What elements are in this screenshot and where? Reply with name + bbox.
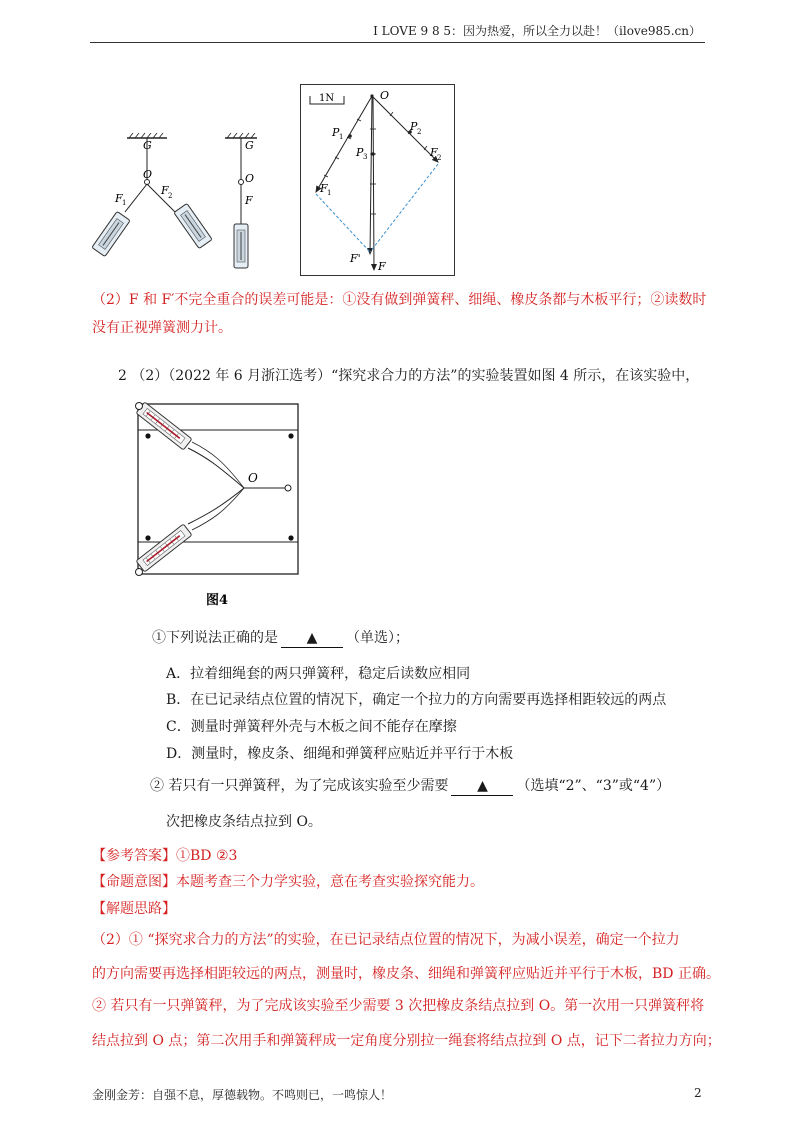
label-f2-diagram: F: [430, 146, 438, 159]
page-footer: 金刚金芳：自强不息，厚德载物。不鸣则已，一鸣惊人！: [92, 1088, 393, 1102]
label-o-mid: O: [245, 172, 255, 185]
label-f2-sub: 2: [168, 192, 173, 200]
label-f-prime: F': [350, 252, 361, 265]
solution-line-4: 结点拉到 O 点；第二次用手和弹簧秤成一定角度分别拉一绳套将结点拉到 O 点，记下二者拉力方向；: [92, 1033, 721, 1049]
spring-balance-left-2: [174, 203, 212, 248]
label-f1: F: [115, 192, 123, 205]
spring-balance-setups-figure: [85, 120, 295, 270]
left-ceiling: [127, 133, 167, 138]
spring-balance-mid: [234, 224, 248, 268]
label-p2: P: [410, 120, 418, 133]
label-p3: P: [356, 146, 364, 159]
approach-title: 【解题思路】: [92, 901, 176, 917]
label-f2-diagram-sub: 2: [437, 154, 442, 162]
figure-4-apparatus: [128, 396, 303, 614]
question-2-prefix: ② 若只有一只弹簧秤，为了完成该实验至少需要: [150, 778, 449, 794]
option-d: D．测量时，橡皮条、细绳和弹簧秤应贴近并平行于木板: [166, 746, 514, 762]
label-p3-sub: 3: [363, 153, 368, 161]
solution-line-3: ② 若只有一只弹簧秤，为了完成该实验至少需要 3 次把橡皮条结点拉到 O。第一次用一只弹簧秤将: [92, 998, 705, 1014]
label-f2: F: [161, 184, 169, 197]
spring-balance-left-1: [92, 211, 130, 256]
label-p2-sub: 2: [417, 128, 422, 136]
option-b: B．在已记录结点位置的情况下，确定一个拉力的方向需要再选择相距较远的两点: [166, 692, 667, 708]
label-f1-diagram: F: [320, 182, 328, 195]
force-parallelogram-diagram: [300, 84, 455, 276]
reference-answer: 【参考答案】①BD ②3: [92, 848, 238, 864]
question-2: [150, 776, 670, 796]
solution-line-1: （2）① “探究求合力的方法”的实验，在已记录结点位置的情况下，为减小误差，确定一个拉力: [92, 932, 680, 948]
option-a: A．拉着细绳套的两只弹簧秤，稳定后读数应相同: [166, 666, 471, 682]
question-2-suffix: （选填“2”、“3”或“4”）: [516, 778, 671, 794]
question-1-suffix: （单选）；: [346, 630, 409, 646]
question-1: [152, 628, 409, 648]
label-f1-diagram-sub: 1: [327, 189, 332, 197]
figure-4-caption: 图4: [206, 593, 229, 608]
page-number: 2: [694, 1086, 702, 1100]
mid-ceiling: [225, 133, 257, 138]
answer-blank-2: ▲: [451, 777, 513, 796]
question-intent: 【命题意图】本题考查三个力学实验，意在考查实验探究能力。: [92, 874, 484, 890]
prev-answer-line-2: 没有正视弹簧测力计。: [92, 320, 232, 336]
solution-line-2: 的方向需要再选择相距较远的两点，测量时，橡皮条、细绳和弹簧秤应贴近并平行于木板，BD 正确。: [92, 966, 720, 982]
option-c: C．测量时弹簧秤外壳与木板之间不能存在摩擦: [166, 719, 457, 735]
question-2-line-2: 次把橡皮条结点拉到 O。: [166, 814, 322, 830]
label-g-left: G: [143, 139, 152, 152]
label-o-fig4: O: [248, 471, 258, 485]
label-g-mid: G: [245, 139, 254, 152]
question-intro: 2 （2）（2022 年 6 月浙江选考）“探究求合力的方法”的实验装置如图 4 所示，在该实验中，: [118, 368, 700, 384]
label-o-left: O: [143, 168, 153, 181]
answer-blank-1: ▲: [281, 629, 343, 648]
label-p1-sub: 1: [339, 133, 344, 141]
prev-answer-line-1: （2）F 和 F′不完全重合的误差可能是：①没有做到弹簧秤、细绳、橡皮条都与木板平行；②读数时: [92, 292, 707, 308]
label-p1: P: [332, 126, 340, 139]
page-header: I LOVE 9 8 5：因为热爱，所以全力以赴！（ilove985.cn）: [373, 24, 701, 38]
question-1-prefix: ①下列说法正确的是: [152, 630, 278, 646]
label-f1-sub: 1: [122, 199, 127, 207]
label-f-result: F: [378, 260, 386, 273]
label-f-mid: F: [245, 194, 253, 207]
label-o-diagram: O: [380, 89, 390, 102]
scale-label: 1N: [319, 93, 335, 104]
header-divider: [90, 42, 705, 43]
